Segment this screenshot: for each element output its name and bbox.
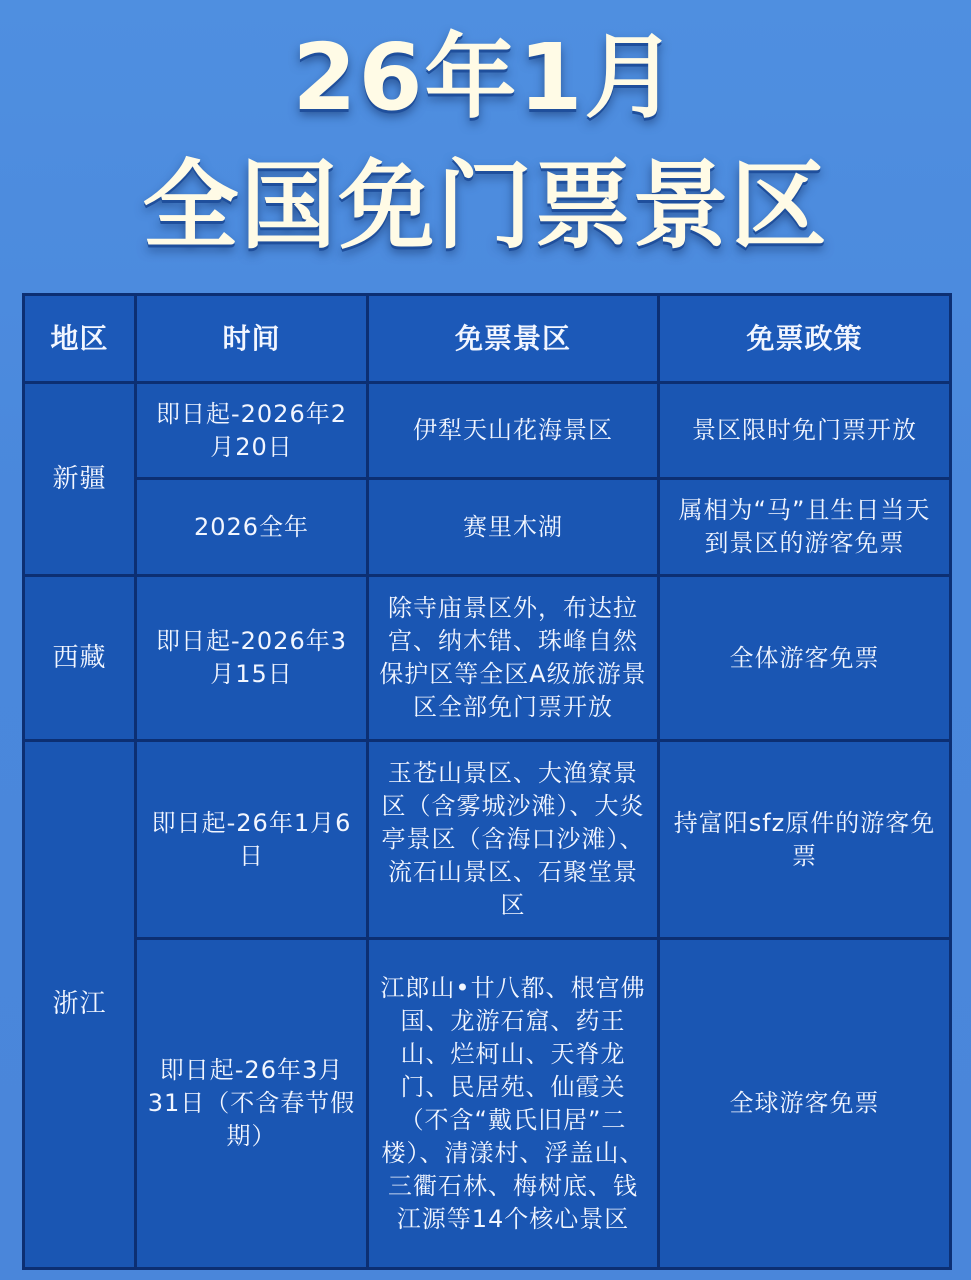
time-cell: 2026全年 <box>136 479 368 576</box>
scenic-cell: 除寺庙景区外，布达拉宫、纳木错、珠峰自然保护区等全区A级旅游景区全部免门票开放 <box>368 576 659 741</box>
policy-cell: 全体游客免票 <box>659 576 951 741</box>
scenic-cell: 江郎山•廿八都、根宫佛国、龙游石窟、药王山、烂柯山、天脊龙门、民居苑、仙霞关（不含“戴氏旧居”二楼）、清漾村、浮盖山、三衢石林、梅树底、钱江源等14个核心景区 <box>368 939 659 1269</box>
table-row <box>24 939 951 1269</box>
region-cell-xinjiang: 新疆 <box>24 383 136 576</box>
title-line-1: 26年1月 <box>292 24 679 131</box>
region-cell-xizang: 西藏 <box>24 576 136 741</box>
table-row <box>24 741 951 939</box>
policy-cell: 景区限时免门票开放 <box>659 383 951 479</box>
table-header-row <box>24 295 951 383</box>
policy-cell: 持富阳sfz原件的游客免票 <box>659 741 951 939</box>
scenic-cell: 赛里木湖 <box>368 479 659 576</box>
header-policy: 免票政策 <box>659 295 951 383</box>
header-scenic: 免票景区 <box>368 295 659 383</box>
title-line-2: 全国免门票景区 <box>142 150 829 262</box>
region-cell-zhejiang: 浙江 <box>24 741 136 1269</box>
policy-cell: 属相为“马”且生日当天到景区的游客免票 <box>659 479 951 576</box>
title-block <box>0 18 971 262</box>
policy-cell: 全球游客免票 <box>659 939 951 1269</box>
time-cell: 即日起-2026年2月20日 <box>136 383 368 479</box>
time-cell: 即日起-26年3月31日（不含春节假期） <box>136 939 368 1269</box>
header-region: 地区 <box>24 295 136 383</box>
scenic-cell: 伊犁天山花海景区 <box>368 383 659 479</box>
header-time: 时间 <box>136 295 368 383</box>
table-row <box>24 479 951 576</box>
free-ticket-table <box>22 293 952 1270</box>
table-row <box>24 576 951 741</box>
time-cell: 即日起-2026年3月15日 <box>136 576 368 741</box>
table-row <box>24 383 951 479</box>
time-cell: 即日起-26年1月6日 <box>136 741 368 939</box>
scenic-cell: 玉苍山景区、大渔寮景区（含雾城沙滩）、大炎亭景区（含海口沙滩）、流石山景区、石聚堂景区 <box>368 741 659 939</box>
